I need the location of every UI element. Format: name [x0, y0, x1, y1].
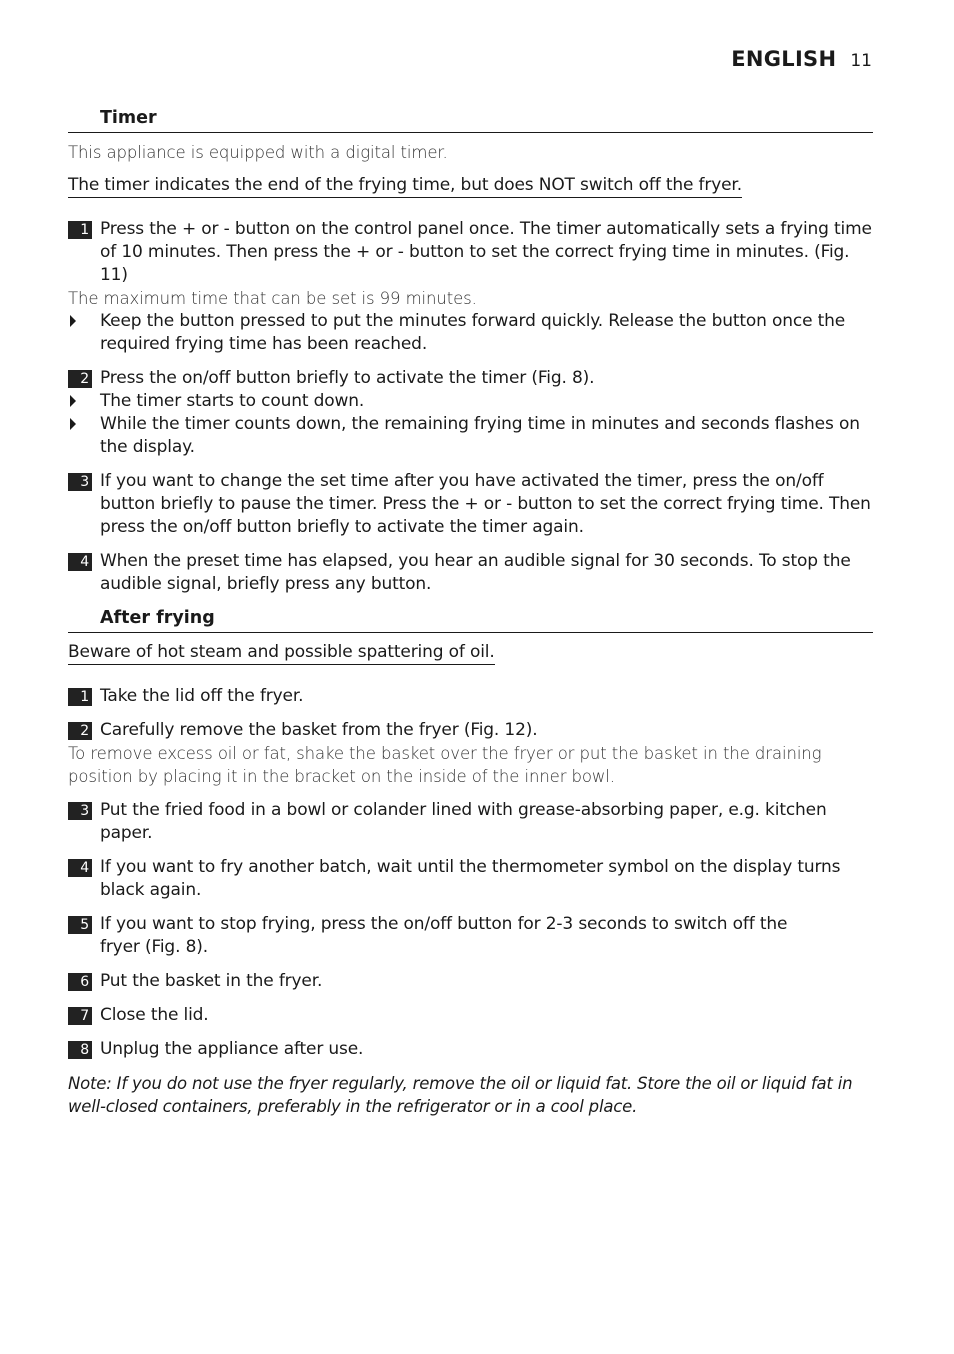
page-content — [68, 106, 873, 1118]
step-number: 4 — [68, 553, 92, 571]
step-number: 4 — [68, 859, 92, 877]
page-number: 11 — [850, 51, 872, 71]
timer-step-1-note: The maximum time that can be set is 99 minutes. — [68, 289, 477, 308]
page-header — [731, 47, 872, 71]
after-frying-step-2-note: To remove excess oil or fat, shake the basket over the fryer or put the basket in the draining position by placing it in the bracket on the inside of the inner bowl. — [68, 744, 822, 786]
language-label: ENGLISH — [731, 47, 837, 71]
step-text: Put the fried food in a bowl or colander lined with grease-absorbing paper, e.g. kitchen paper. — [100, 800, 827, 843]
timer-step-2-bullet-2 — [68, 413, 873, 459]
step-text: Unplug the appliance after use. — [100, 1039, 364, 1059]
timer-step-3 — [68, 470, 873, 539]
bullet-arrow-icon — [70, 418, 76, 430]
bullet-arrow-icon — [70, 395, 76, 407]
after-frying-warning: Beware of hot steam and possible spattering of oil. — [68, 641, 495, 665]
step-number: 3 — [68, 802, 92, 820]
bullet-arrow-icon — [70, 315, 76, 327]
after-frying-step-1 — [68, 685, 873, 708]
after-frying-step-4 — [68, 856, 873, 902]
step-number: 1 — [68, 688, 92, 706]
after-frying-step-6 — [68, 970, 873, 993]
bullet-text: Keep the button pressed to put the minutes forward quickly. Release the button once the required frying time has been reached. — [100, 311, 846, 354]
step-text: Press the on/off button briefly to activate the timer (Fig. 8). — [100, 368, 595, 388]
section-heading-after-frying: After frying — [68, 606, 873, 633]
step-number: 7 — [68, 1007, 92, 1025]
timer-step-4 — [68, 550, 873, 596]
step-text: Take the lid off the fryer. — [100, 686, 304, 706]
timer-step-1 — [68, 218, 873, 287]
step-text: If you want to fry another batch, wait until the thermometer symbol on the display turns black again. — [100, 857, 841, 900]
step-text: Press the + or - button on the control panel once. The timer automatically sets a frying time of 10 minutes. Then press the + or - button to set the correct frying time in minutes. (Fig. 11) — [100, 219, 872, 285]
timer-intro: This appliance is equipped with a digital timer. — [68, 143, 448, 162]
after-frying-step-2 — [68, 719, 873, 742]
step-text: Close the lid. — [100, 1005, 209, 1025]
timer-step-2-bullet-1 — [68, 390, 873, 413]
step-number: 1 — [68, 221, 92, 239]
after-frying-step-7 — [68, 1004, 873, 1027]
step-number: 6 — [68, 973, 92, 991]
step-number: 3 — [68, 473, 92, 491]
step-text: Put the basket in the fryer. — [100, 971, 323, 991]
step-text: When the preset time has elapsed, you hear an audible signal for 30 seconds. To stop the audible signal, briefly press any button. — [100, 551, 851, 594]
timer-warning: The timer indicates the end of the frying time, but does NOT switch off the fryer. — [68, 174, 742, 198]
step-number: 5 — [68, 916, 92, 934]
section-heading-timer: Timer — [68, 106, 873, 133]
bullet-text: The timer starts to count down. — [100, 391, 365, 411]
step-text: Carefully remove the basket from the fryer (Fig. 12). — [100, 720, 538, 740]
timer-step-1-bullet — [68, 310, 873, 356]
step-number: 8 — [68, 1041, 92, 1059]
timer-step-2 — [68, 367, 873, 390]
after-frying-note: Note: If you do not use the fryer regularly, remove the oil or liquid fat. Store the oil or liquid fat in well-closed containers, preferably in the refrigerator or in a cool place. — [68, 1074, 853, 1116]
after-frying-step-3 — [68, 799, 873, 845]
step-number: 2 — [68, 722, 92, 740]
step-number: 2 — [68, 370, 92, 388]
bullet-text: While the timer counts down, the remaining frying time in minutes and seconds flashes on the display. — [100, 414, 860, 457]
step-text: If you want to change the set time after you have activated the timer, press the on/off button briefly to pause the timer. Press the + or - button to set the correct frying time. Then press the on/off button briefly to activate the timer again. — [100, 471, 871, 537]
step-text: If you want to stop frying, press the on/off button for 2-3 seconds to switch off the fryer (Fig. 8). — [100, 914, 788, 957]
after-frying-step-5 — [68, 913, 873, 959]
after-frying-step-8 — [68, 1038, 873, 1061]
